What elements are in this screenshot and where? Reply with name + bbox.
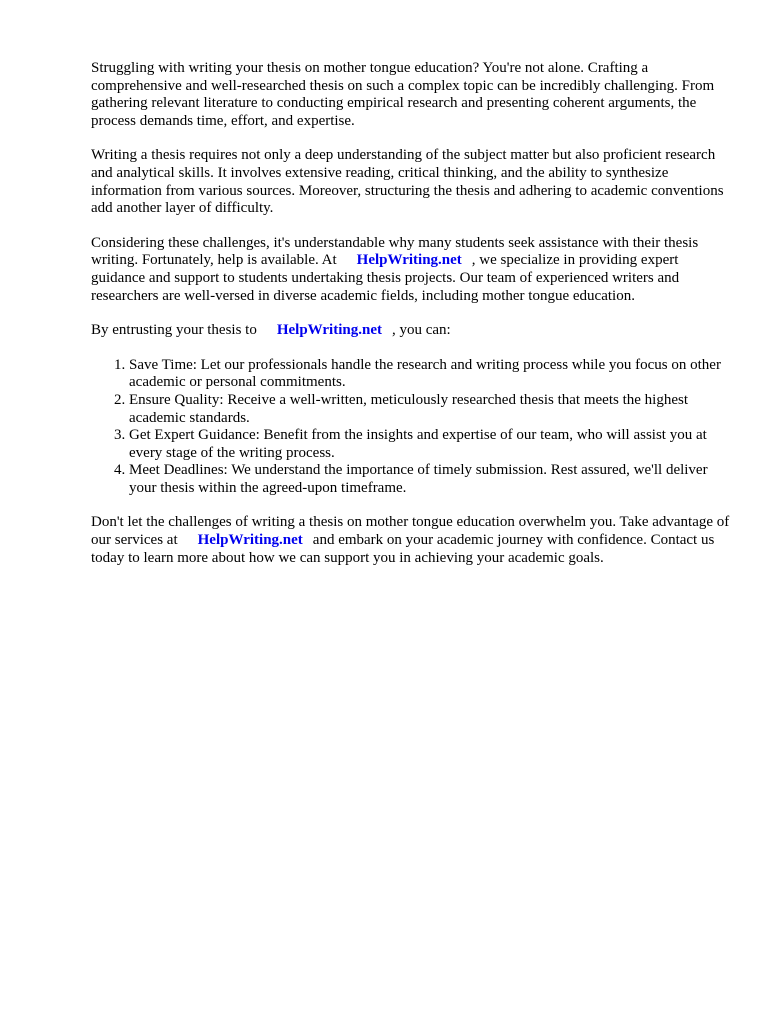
helpwriting-link[interactable]: HelpWriting.net bbox=[197, 532, 303, 549]
list-item: 4. Meet Deadlines: We understand the importance of timely submission. Rest assured, we'll deliver your thesis within the agreed-upon timeframe. bbox=[129, 462, 731, 497]
entrust-text-before: By entrusting your thesis to bbox=[91, 322, 257, 339]
assistance-text-before: Considering these challenges, it's understandable why many students seek assistance with their thesis writing. Fortunately, help is available. At bbox=[91, 234, 699, 269]
document-page bbox=[91, 60, 731, 584]
closing-paragraph bbox=[91, 514, 731, 567]
entrust-text-after: , you can: bbox=[391, 322, 451, 339]
closing-text-after: and embark on your academic journey with confidence. Contact us today to learn more about how we can support you in achieving your academic goals. bbox=[91, 532, 715, 566]
entrust-paragraph bbox=[91, 322, 731, 340]
requirements-paragraph: Writing a thesis requires not only a deep understanding of the subject matter but also proficient research and analytical skills. It involves extensive reading, critical thinking, and the ability to synthesize information from various sources. Moreover, structuring the thesis and adhering to academic conventions add another layer of difficulty. bbox=[91, 147, 724, 217]
helpwriting-link[interactable]: HelpWriting.net bbox=[356, 252, 462, 269]
list-item: 3. Get Expert Guidance: Benefit from the insights and expertise of our team, who will assist you at every stage of the writing process. bbox=[129, 427, 731, 462]
intro-paragraph: Struggling with writing your thesis on mother tongue education? You're not alone. Crafting a comprehensive and well-researched thesis on such a complex topic can be incredibly challenging. From gathering relevant literature to conducting empirical research and presenting coherent arguments, the process demands time, effort, and expertise. bbox=[91, 60, 715, 129]
assistance-text-after: , we specialize in providing expert guidance and support to students undertaking thesis projects. Our team of experienced writers and researchers are well-versed in diverse academic fields, including mother tongue education. bbox=[91, 252, 680, 304]
closing-text-before: Don't let the challenges of writing a thesis on mother tongue education overwhelm you. Take advantage of our services at bbox=[91, 514, 730, 549]
list-item: 1. Save Time: Let our professionals handle the research and writing process while you focus on other academic or personal commitments. bbox=[129, 357, 731, 392]
helpwriting-link[interactable]: HelpWriting.net bbox=[276, 322, 382, 339]
assistance-paragraph bbox=[91, 235, 731, 305]
list-item: 2. Ensure Quality: Receive a well-written, meticulously researched thesis that meets the highest academic standards. bbox=[129, 392, 731, 427]
benefits-list bbox=[91, 357, 731, 498]
